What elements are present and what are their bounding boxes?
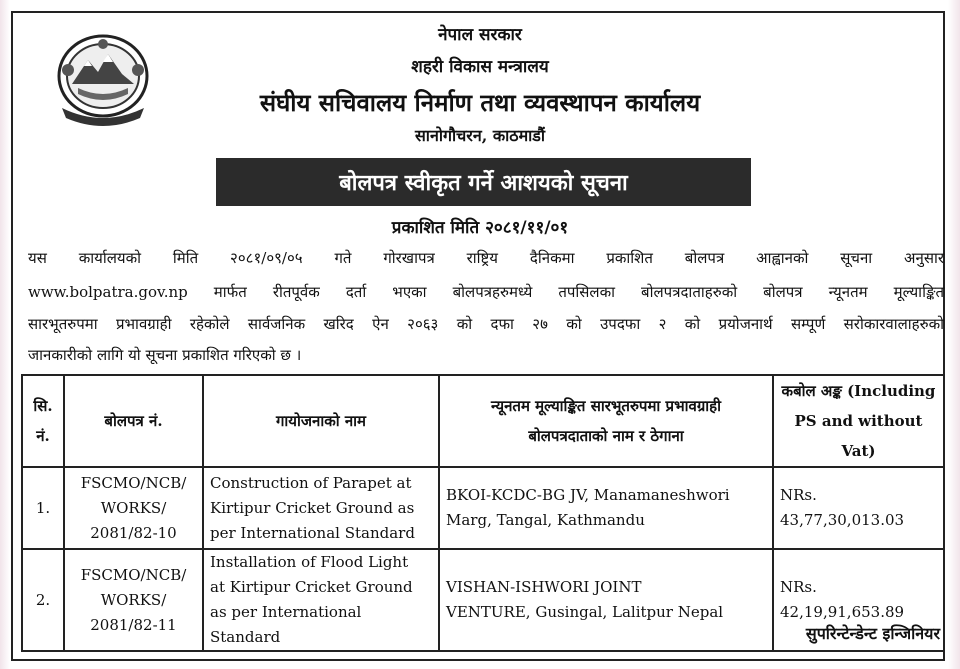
cell-sn: 2. (22, 549, 64, 651)
header-project: गायोजनाको नाम (203, 375, 439, 467)
header-bidder: न्यूनतम मूल्याङ्कित सारभूतरुपमा प्रभावग्राही बोलपत्रदाताको नाम र ठेगाना (439, 375, 773, 467)
header-government: नेपाल सरकार (438, 25, 522, 45)
cell-project: Installation of Flood Light at Kirtipur Cricket Ground as per International Standard (203, 549, 439, 651)
published-date: प्रकाशित मिति २०८१/११/०१ (391, 218, 569, 238)
cell-bidder: BKOI-KCDC-BG JV, Manamaneshwori Marg, Tangal, Kathmandu (439, 467, 773, 549)
cell-bid-no: FSCMO/NCB/ WORKS/ 2081/82-10 (64, 467, 203, 549)
cell-amount: NRs. 42,19,91,653.89 (773, 549, 944, 651)
body-line-4: जानकारीको लागि यो सूचना प्रकाशित गरिएको छ । (28, 346, 302, 364)
table-row (22, 467, 944, 549)
body-line-2: www.bolpatra.gov.np मार्फत रीतपूर्वक दर्ता भएका बोलपत्रहरुमध्ये तपसिलका बोलपत्रदाताहरुको बोलपत्र न्यूनतम मूल्याङ्कित (28, 283, 944, 301)
body-line-1: यस कार्यालयको मिति २०८१/०९/०५ गते गोरखापत्र राष्ट्रिय दैनिकमा प्रकाशित बोलपत्र आह्वानको सूचना अनुसार (28, 249, 944, 267)
header-bid-no: बोलपत्र नं. (64, 375, 203, 467)
header-sn: सि. नं. (22, 375, 64, 467)
cell-project: Construction of Parapet at Kirtipur Cricket Ground as per International Standard (203, 467, 439, 549)
header-ministry: शहरी विकास मन्त्रालय (411, 57, 549, 77)
cell-sn: 1. (22, 467, 64, 549)
notice-title-banner: बोलपत्र स्वीकृत गर्ने आशयको सूचना (216, 158, 751, 206)
cell-amount: NRs. 43,77,30,013.03 (773, 467, 944, 549)
table-header-row (22, 375, 944, 467)
bid-results-table (21, 374, 945, 652)
header-office: संघीय सचिवालय निर्माण तथा व्यवस्थापन कार्यालय (259, 88, 701, 117)
body-line-3: सारभूतरुपमा प्रभावग्राही रहेकोले सार्वजनिक खरिद ऐन २०६३ को दफा २७ को उपदफा २ को प्रयोजनार्थ सम्पूर्ण सरोकारवालाहरुको (28, 315, 944, 333)
header-address: सानोगौचरन, काठमाडौं (414, 126, 545, 145)
cell-bid-no: FSCMO/NCB/ WORKS/ 2081/82-11 (64, 549, 203, 651)
signature-title: सुपरिन्टेन्डेन्ट इन्जिनियर (805, 624, 940, 643)
cell-bidder: VISHAN-ISHWORI JOINT VENTURE, Gusingal, Lalitpur Nepal (439, 549, 773, 651)
header-amount: कबोल अङ्क (Including PS and without Vat) (773, 375, 944, 467)
